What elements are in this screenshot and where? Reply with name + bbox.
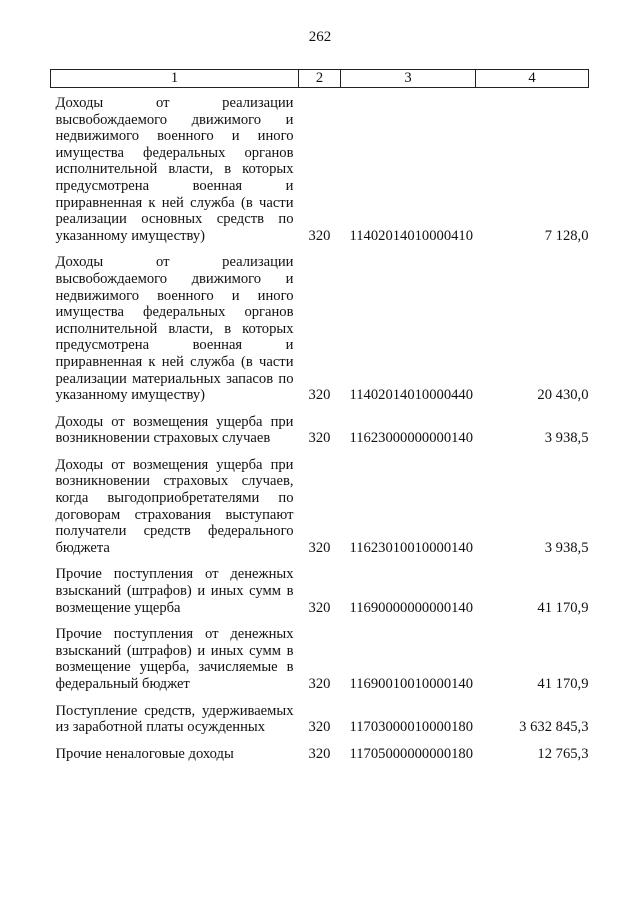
row-amount: 3 938,5	[544, 430, 589, 447]
row-amount: 41 170,9	[537, 676, 589, 692]
table-row	[51, 556, 589, 616]
row-amount: 41 170,9	[537, 599, 589, 616]
header-col-4: 4	[476, 70, 589, 88]
row-admin-code: 320	[308, 745, 331, 762]
row-amount: 7 128,0	[544, 227, 589, 244]
table-header	[51, 70, 589, 88]
row-admin-code: 320	[308, 430, 331, 447]
row-name: Прочие неналоговые доходы	[55, 745, 234, 762]
row-admin-code: 320	[308, 539, 331, 556]
row-admin-code: 320	[308, 227, 331, 244]
table-row	[51, 736, 589, 763]
table-row	[51, 404, 589, 447]
row-classification-code: 11690010010000140	[349, 676, 474, 692]
row-name: Прочие поступления от денежных взысканий (штрафов) и иных сумм в возмещение ущерба	[55, 566, 294, 616]
row-admin-code: 320	[308, 676, 331, 692]
row-classification-code: 11623000000000140	[349, 430, 474, 447]
row-amount: 20 430,0	[537, 387, 589, 404]
row-classification-code: 11703000010000180	[349, 719, 474, 736]
page-number: 262	[308, 29, 332, 45]
table-row	[51, 693, 589, 736]
header-col-3: 3	[341, 70, 476, 88]
row-admin-code: 320	[308, 719, 331, 736]
row-name: Прочие поступления от денежных взысканий (штрафов) и иных сумм в возмещение ущерба, зачисляемые в федеральный бюджет	[55, 626, 294, 692]
header-col-2: 2	[299, 70, 341, 88]
table-row	[51, 616, 589, 692]
row-name: Доходы от реализации высвобождаемого движимого и недвижимого военного и иного имущества федеральных органов исполнительной власти, в которых предусмотрена военная и приравненная к ней служба (в части реализации материальных запасов по указанному имуществу)	[55, 254, 294, 404]
row-amount: 3 632 845,3	[519, 719, 589, 736]
row-classification-code: 11402014010000440	[349, 387, 474, 404]
row-admin-code: 320	[308, 387, 331, 404]
row-name: Поступление средств, удерживаемых из заработной платы осужденных	[55, 702, 294, 736]
row-amount: 12 765,3	[537, 745, 589, 762]
row-name: Доходы от реализации высвобождаемого движимого и недвижимого военного и иного имущества федеральных органов исполнительной власти, в которых предусмотрена военная и приравненная к ней служба (в части реализации основных средств по указанному имуществу)	[55, 95, 294, 244]
row-classification-code: 11402014010000410	[349, 227, 474, 244]
table-body	[51, 88, 589, 763]
row-classification-code: 11623010010000140	[349, 539, 474, 556]
table-row	[51, 447, 589, 557]
table-row	[51, 244, 589, 403]
revenue-table	[50, 69, 589, 762]
row-name: Доходы от возмещения ущерба при возникновении страховых случаев	[55, 413, 294, 447]
row-admin-code: 320	[308, 599, 331, 616]
row-classification-code: 11705000000000180	[349, 745, 474, 762]
row-name: Доходы от возмещения ущерба при возникновении страховых случаев, когда выгодоприобретателями по договорам страхования выступают получатели средств федерального бюджета	[55, 456, 294, 556]
row-classification-code: 11690000000000140	[349, 599, 474, 616]
header-col-1: 1	[51, 70, 299, 88]
header-row	[51, 70, 589, 88]
row-amount: 3 938,5	[544, 539, 589, 556]
table-row	[51, 88, 589, 245]
